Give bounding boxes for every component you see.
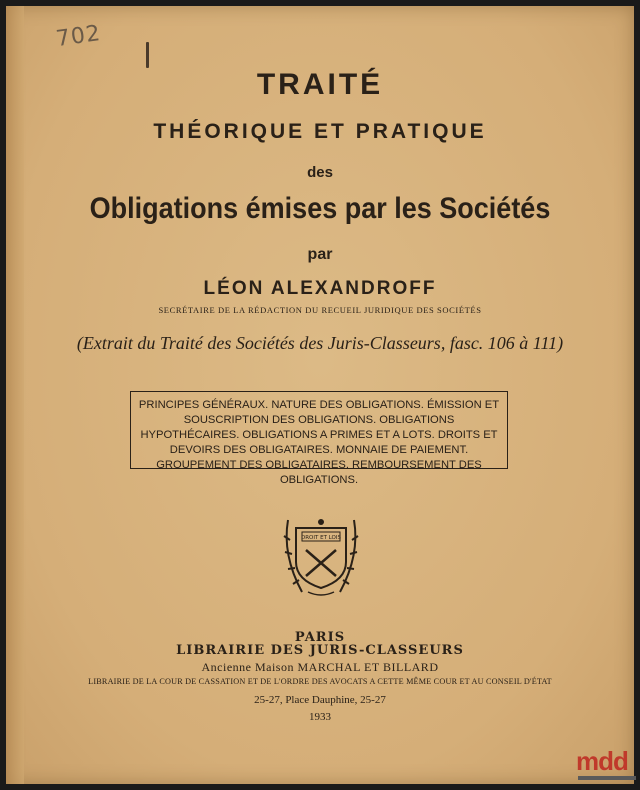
contents-text: PRINCIPES GÉNÉRAUX. NATURE DES OBLIGATIONS. ÉMISSION ET SOUSCRIPTION DES OBLIGATIONS. OBLIGATIONS HYPOTHÉCAIRES. OBLIGATIONS A PRIMES ET A LOTS. DROITS ET DEVOIRS DES OBLIGATAIRES. MONNAIE DE PAIEMENT. GROUPEMENT DES OBLIGATAIRES. REMBOURSEMENT DES OBLIGATIONS. [138,399,500,486]
watermark-logo: mdd [576,746,628,776]
publisher-address: 25-27, Place Dauphine, 25-27 [254,694,386,706]
publisher-emblem-icon [276,510,366,598]
ink-mark [146,42,149,68]
publication-year: 1933 [309,711,331,723]
extract-note: (Extrait du Traité des Sociétés des Juris-Classeurs, fasc. 106 à 111) [76,333,564,353]
title-by: par [307,246,333,263]
publisher-city: PARIS [294,630,346,645]
title-line-4: Obligations émises par les Sociétés [89,192,551,225]
author-name: LÉON ALEXANDROFF [203,278,437,299]
title-line-3: des [307,164,333,181]
author-role: SECRÉTAIRE DE LA RÉDACTION DU RECUEIL JURIDIQUE DES SOCIÉTÉS [158,305,482,315]
publisher-court: LIBRAIRIE DE LA COUR DE CASSATION ET DE L'ORDRE DES AVOCATS A CETTE MÊME COUR ET AU CONSEIL D'ÉTAT [88,677,552,686]
title-line-1: TRAITÉ [256,68,384,101]
title-line-2: THÉORIQUE ET PRATIQUE [153,120,487,143]
contents-box [130,391,508,486]
publisher-name: LIBRAIRIE DES JURIS-CLASSEURS [176,643,464,658]
document-page [6,6,634,784]
emblem-label: DROIT ET LOIS [300,535,342,541]
watermark-underline [578,776,636,780]
handwritten-number: 702 [54,20,103,53]
publisher-former: Ancienne Maison MARCHAL ET BILLARD [201,660,439,674]
